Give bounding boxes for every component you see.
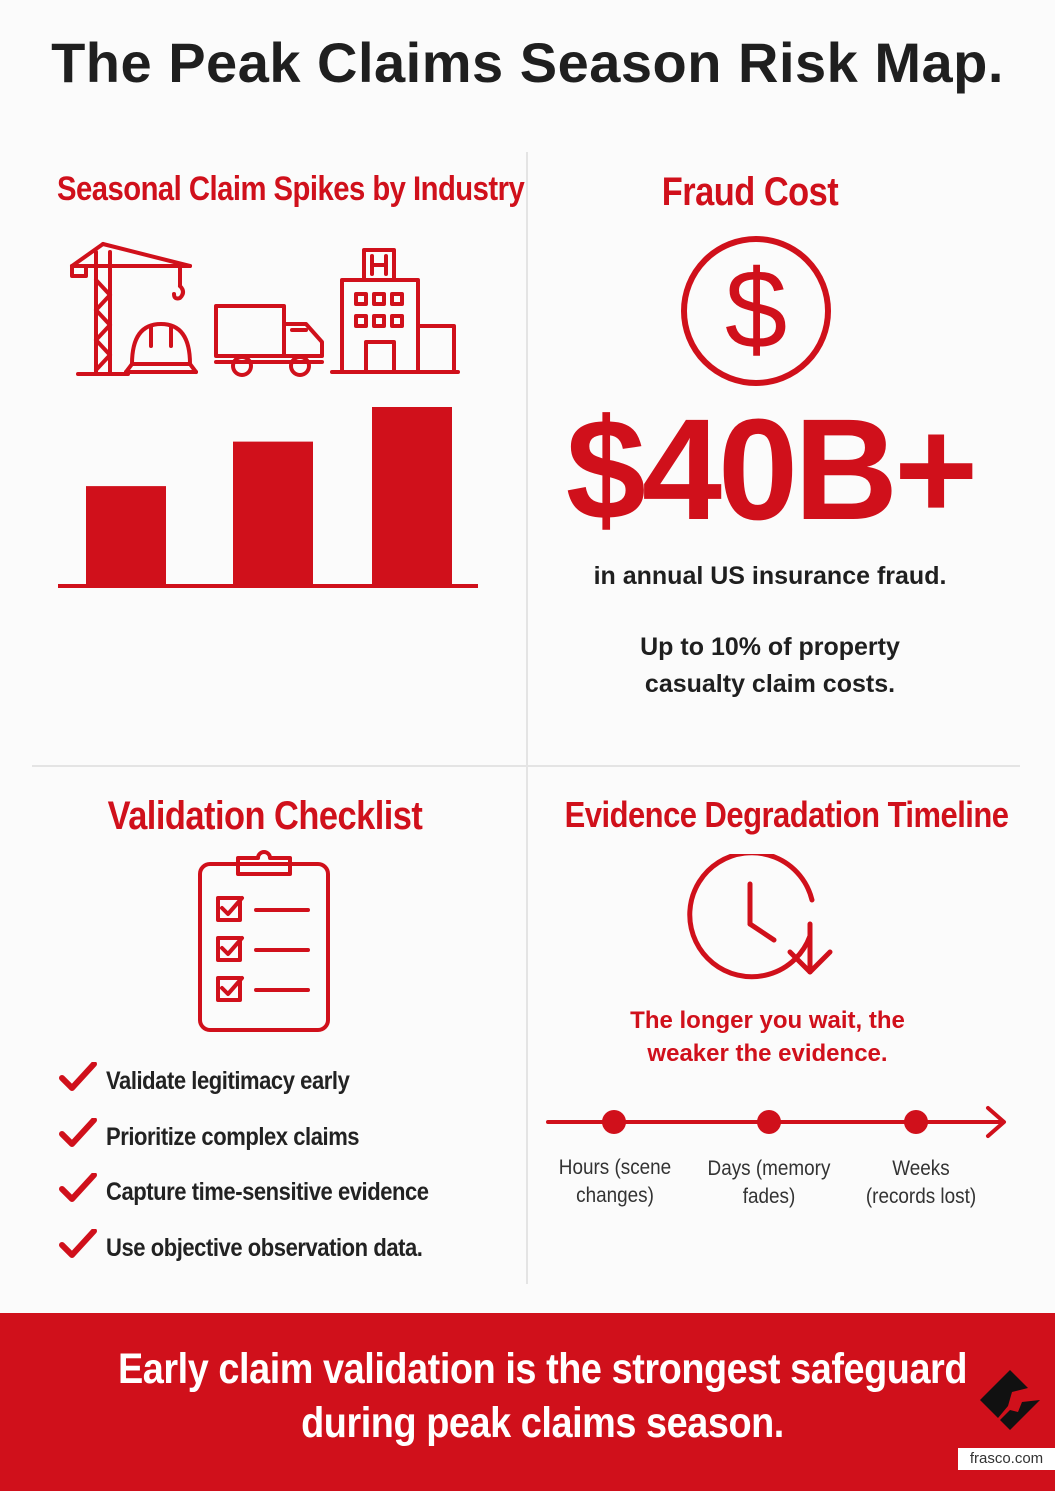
page-title: The Peak Claims Season Risk Map. xyxy=(51,31,1004,94)
claim-spikes-bar-chart xyxy=(52,395,484,607)
banner-line-2: during peak claims season. xyxy=(301,1399,784,1447)
check-icon xyxy=(58,1118,98,1148)
claim-spikes-title: Seasonal Claim Spikes by Industry xyxy=(57,170,525,208)
checklist-item xyxy=(58,1229,498,1285)
clock-down-arrow-icon xyxy=(684,854,834,984)
brand-url[interactable]: frasco.com xyxy=(958,1448,1055,1470)
checklist-title: Validation Checklist xyxy=(107,794,423,838)
checklist-item-label: Validate legitimacy early xyxy=(106,1067,350,1095)
validation-checklist xyxy=(58,1062,498,1284)
check-icon xyxy=(58,1062,98,1092)
clipboard-checklist-icon xyxy=(194,846,334,1036)
timeline-dot-hours xyxy=(602,1110,626,1134)
check-icon xyxy=(58,1173,98,1203)
hard-hat-icon xyxy=(124,316,198,380)
dollar-icon xyxy=(678,232,834,390)
check-icon xyxy=(58,1229,98,1259)
timeline-caption-line-1: The longer you wait, the xyxy=(630,1007,905,1034)
timeline-dot-weeks xyxy=(904,1110,928,1134)
checklist-item-label: Capture time-sensitive evidence xyxy=(106,1178,429,1206)
checklist-item xyxy=(58,1062,498,1118)
claim-bar-2 xyxy=(233,442,313,585)
fraud-line-2a: Up to 10% of property xyxy=(640,633,900,661)
timeline-dot-days xyxy=(757,1110,781,1134)
svg-text:$: $ xyxy=(724,247,788,372)
horizontal-divider xyxy=(32,765,1020,767)
frasco-logo-icon xyxy=(978,1368,1042,1432)
timeline-stop-hours: Hours (scene changes) xyxy=(558,1156,672,1207)
timeline-caption xyxy=(560,1004,975,1070)
fraud-headline: $40B+ xyxy=(565,389,975,550)
hospital-icon xyxy=(330,246,460,378)
claim-bar-1 xyxy=(86,486,166,585)
claim-bar-3 xyxy=(372,407,452,585)
checklist-item xyxy=(58,1173,498,1229)
fraud-line-2b: casualty claim costs. xyxy=(644,670,896,698)
timeline-axis xyxy=(544,1100,1014,1144)
banner-message xyxy=(118,1342,967,1450)
banner-line-1: Early claim validation is the strongest safeguard xyxy=(117,1345,968,1393)
timeline-title: Evidence Degradation Timeline xyxy=(564,794,1009,835)
checklist-item-label: Prioritize complex claims xyxy=(106,1122,360,1151)
timeline-caption-line-2: weaker the evidence. xyxy=(647,1040,888,1067)
fraud-cost-title: Fraud Cost xyxy=(661,170,839,214)
timeline-stop-days: Days (memory fades) xyxy=(707,1157,831,1208)
timeline-stop-weeks: Weeks (records lost) xyxy=(865,1157,977,1208)
checklist-item xyxy=(58,1118,498,1174)
vertical-divider xyxy=(526,152,528,1284)
fraud-line-1: in annual US insurance fraud. xyxy=(593,562,947,590)
truck-icon xyxy=(210,300,328,382)
checklist-item-label: Use objective observation data. xyxy=(106,1233,423,1262)
